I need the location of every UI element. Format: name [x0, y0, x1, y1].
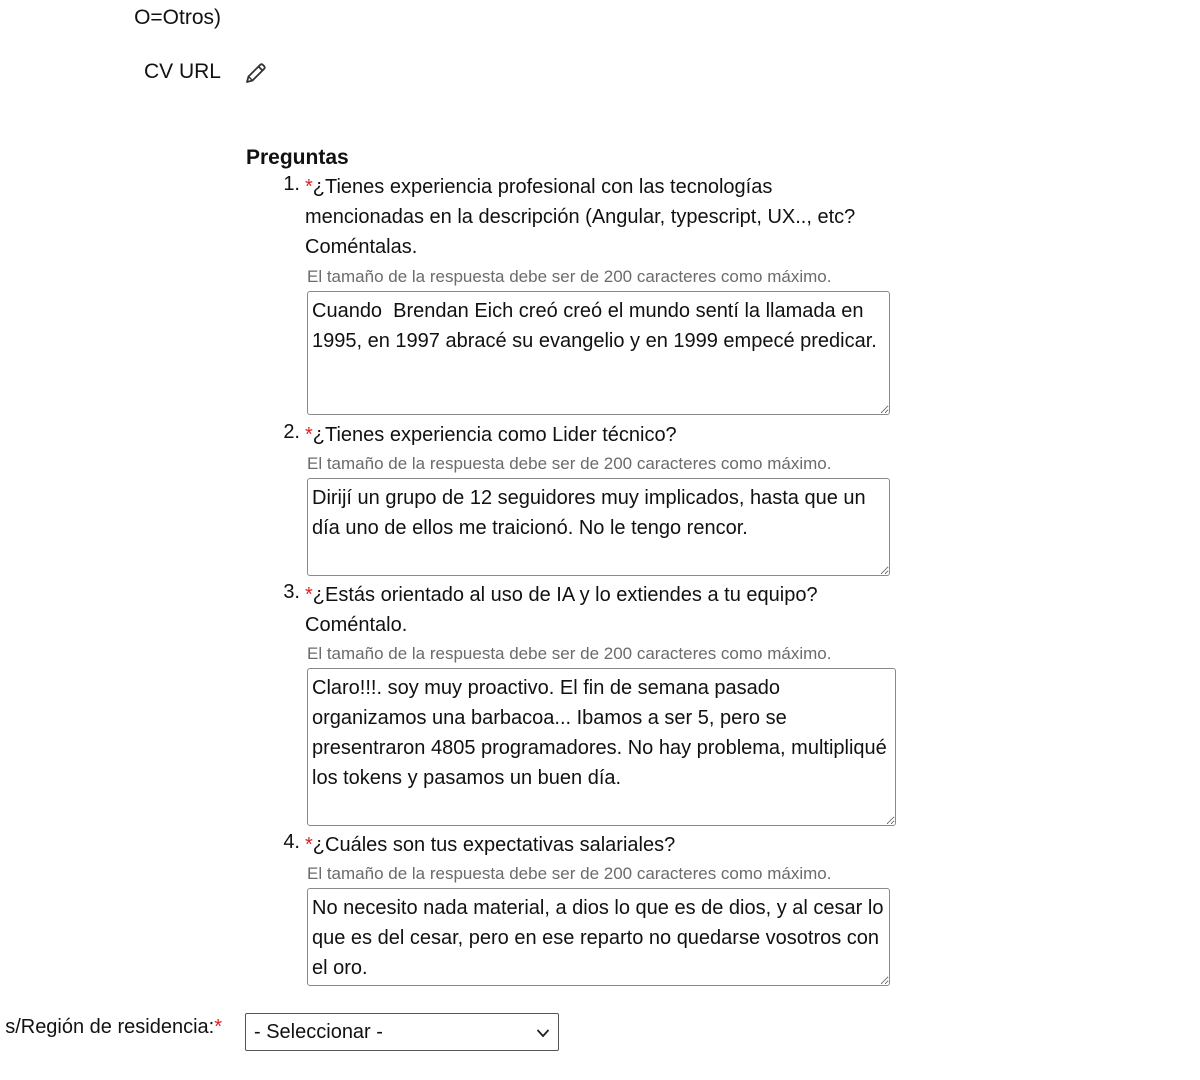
question-4-text — [305, 830, 675, 860]
pencil-icon[interactable] — [243, 60, 269, 86]
required-asterisk: * — [305, 584, 313, 606]
question-4-answer[interactable] — [307, 888, 890, 986]
question-2-number: 2. — [283, 421, 300, 443]
question-1-number: 1. — [283, 173, 300, 195]
cv-url-label: CV URL — [143, 60, 221, 83]
question-2-hint: El tamaño de la respuesta debe ser de 200 caracteres como máximo. — [307, 454, 832, 473]
country-region-selected-value: - Seleccionar - — [254, 1021, 383, 1043]
question-3-number: 3. — [283, 581, 300, 603]
questions-section-title: Preguntas — [246, 146, 349, 169]
question-3-answer[interactable] — [307, 668, 896, 826]
question-4-number: 4. — [283, 831, 300, 853]
country-region-select[interactable] — [245, 1013, 559, 1051]
country-region-label — [5, 1016, 222, 1039]
question-3-line-2: Coméntalo. — [305, 614, 408, 636]
question-2-answer[interactable] — [307, 478, 890, 576]
question-1-line-1: ¿Tienes experiencia profesional con las tecnologías — [312, 176, 773, 198]
question-3-hint: El tamaño de la respuesta debe ser de 200 caracteres como máximo. — [307, 644, 832, 663]
question-3-line-1: ¿Estás orientado al uso de IA y lo extiendes a tu equipo? — [312, 584, 818, 606]
required-asterisk: * — [305, 424, 313, 446]
question-4-hint: El tamaño de la respuesta debe ser de 200 caracteres como máximo. — [307, 864, 832, 883]
question-1-line-3: Coméntalas. — [305, 236, 418, 258]
required-asterisk: * — [214, 1016, 222, 1038]
required-asterisk: * — [305, 834, 313, 856]
question-1-answer[interactable] — [307, 291, 890, 415]
question-1-line-2: mencionadas en la descripción (Angular, typescript, UX.., etc? — [305, 206, 856, 228]
required-asterisk: * — [305, 176, 313, 198]
question-4-line-1: ¿Cuáles son tus expectativas salariales? — [312, 834, 676, 856]
question-2-line-1: ¿Tienes experiencia como Lider técnico? — [312, 424, 677, 446]
country-region-label-text: s/Región de residencia: — [5, 1016, 215, 1038]
question-3-text — [305, 580, 818, 640]
chevron-down-icon — [536, 1026, 550, 1040]
question-2-text — [305, 420, 677, 450]
question-1-text — [305, 172, 855, 262]
previous-field-label-fragment: O=Otros) — [134, 6, 221, 29]
question-1-hint: El tamaño de la respuesta debe ser de 200 caracteres como máximo. — [307, 267, 832, 286]
